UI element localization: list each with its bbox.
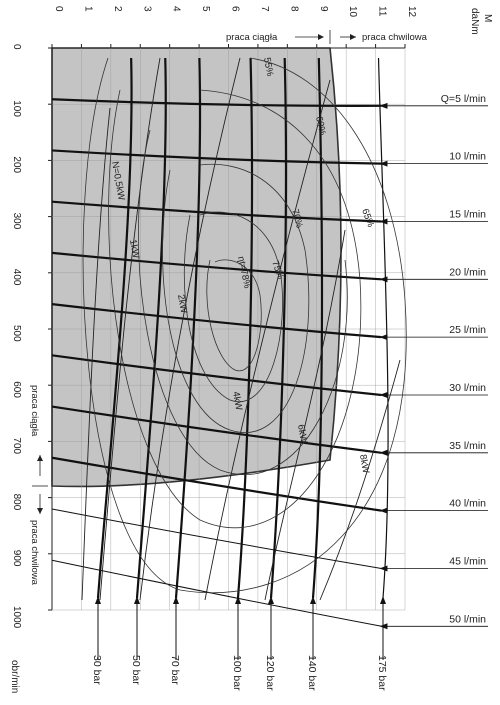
flow-label: 25 l/min [449, 324, 486, 337]
pressure-label: 140 bar [306, 655, 318, 691]
speed-tick-label: 400 [11, 268, 22, 286]
speed-tick-label: 500 [11, 325, 22, 342]
efficiency-label: 75% [269, 259, 287, 281]
efficiency-label: 65% [359, 207, 377, 229]
flow-arrow-head [379, 392, 387, 398]
flow-arrow-head [379, 508, 387, 514]
mode-arrow-left-head [318, 34, 324, 40]
mode-continuous-side: praca ciągła [29, 385, 40, 437]
pressure-label: 30 bar [91, 655, 103, 685]
flow-label: 10 l/min [449, 150, 486, 163]
flow-label: 40 l/min [449, 497, 486, 510]
torque-tick-label: 0 [53, 6, 64, 12]
speed-tick-label: 700 [11, 437, 22, 455]
torque-tick-label: 11 [376, 6, 388, 17]
flow-arrow-head [379, 161, 387, 167]
torque-tick-label: 4 [170, 6, 182, 12]
pressure-label: 50 bar [130, 655, 142, 685]
pressure-label: 175 bar [376, 655, 388, 691]
flow-label: 20 l/min [449, 266, 486, 279]
torque-tick-label: 10 [347, 6, 359, 18]
flow-arrow-head [379, 103, 387, 109]
speed-tick-label: 300 [11, 212, 22, 230]
pressure-label: 100 bar [231, 655, 243, 691]
torque-tick-label: 2 [111, 6, 123, 12]
power-label: 1kW [127, 238, 142, 260]
mode-side-arrow-up-head [37, 455, 43, 461]
pressure-arrow-head [173, 596, 179, 604]
torque-tick-label: 3 [141, 6, 153, 12]
mode-intermittent-side: praca chwilowa [29, 520, 40, 585]
efficiency-label: 70% [289, 207, 305, 230]
efficiency-label: 55% [261, 56, 276, 78]
pressure-label: 120 bar [264, 655, 276, 691]
efficiency-label: 60% [313, 115, 328, 137]
pressure-label: 70 bar [169, 655, 181, 685]
power-label: 2kW [175, 293, 190, 315]
flow-arrow-head [379, 565, 387, 571]
speed-unit-label: obr/min [9, 660, 20, 694]
flow-label: Q=5 l/min [440, 92, 486, 105]
power-label: 6kW [295, 423, 310, 445]
flow-label: 35 l/min [449, 439, 486, 452]
pressure-arrow-head [380, 596, 386, 604]
power-label: 8kW [357, 453, 372, 475]
flow-label: 30 l/min [449, 381, 486, 394]
torque-tick-label: 5 [200, 6, 212, 12]
speed-tick-label: 200 [11, 156, 22, 174]
flow-label: 50 l/min [449, 613, 486, 626]
pressure-arrow-head [235, 596, 241, 604]
torque-tick-label: 9 [317, 6, 329, 12]
flow-arrow-head [379, 450, 387, 456]
torque-tick-label: 6 [229, 6, 241, 12]
flow-arrow-head [379, 334, 387, 340]
mode-continuous-top: praca ciągła [226, 32, 278, 43]
flow-label: 15 l/min [449, 208, 486, 221]
mode-side-arrow-down-head [37, 508, 43, 514]
torque-unit-label: M [482, 14, 493, 23]
flow-label: 45 l/min [449, 555, 486, 568]
pressure-line [379, 58, 389, 598]
speed-tick-label: 600 [11, 381, 22, 398]
speed-tick-label: 1000 [11, 606, 22, 629]
mode-intermittent-top: praca chwilowa [362, 32, 427, 43]
efficiency-label: ηt=78% [235, 255, 253, 290]
speed-tick-label: 0 [11, 44, 22, 50]
torque-tick-label: 1 [82, 6, 94, 12]
mode-arrow-right-head [350, 34, 356, 40]
torque-unit-sublabel: daNm [469, 8, 480, 35]
torque-tick-label: 7 [258, 6, 270, 12]
flow-arrow-head [379, 276, 387, 282]
power-label: N=0,5kW [109, 160, 127, 202]
power-label: 4kW [230, 390, 245, 412]
speed-tick-label: 800 [11, 493, 22, 511]
pressure-arrow-head [310, 596, 316, 604]
pressure-arrow-head [268, 596, 274, 604]
torque-tick-label: 8 [288, 6, 300, 12]
speed-tick-label: 900 [11, 549, 22, 567]
torque-tick-label: 12 [406, 6, 417, 18]
pressure-arrow-head [134, 596, 140, 604]
speed-tick-label: 100 [11, 100, 22, 117]
